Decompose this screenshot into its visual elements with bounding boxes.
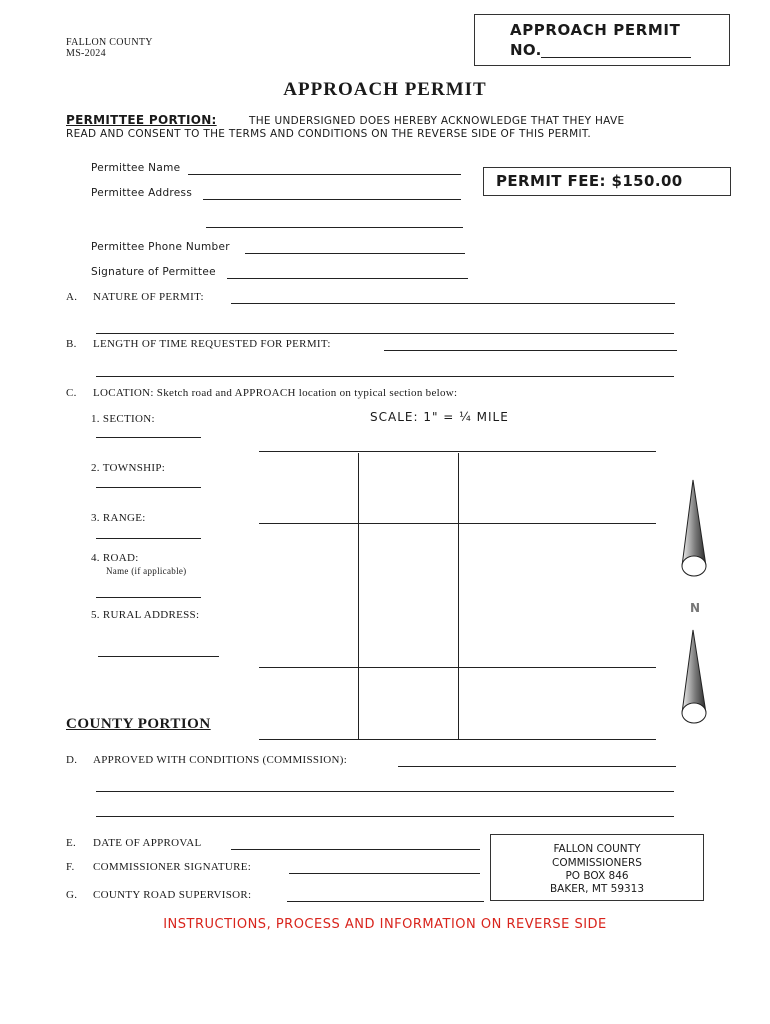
address-line-3: PO BOX 846 [565, 870, 629, 882]
permittee-name-label: Permittee Name [91, 162, 181, 174]
conditions-field[interactable] [398, 766, 676, 767]
section-field[interactable] [96, 437, 201, 438]
permit-number-box [474, 14, 730, 66]
section-a-label: NATURE OF PERMIT: [93, 291, 204, 303]
address-line-4: BAKER, MT 59313 [549, 883, 645, 895]
section-g-label: COUNTY ROAD SUPERVISOR: [93, 889, 252, 901]
permittee-phone-label: Permittee Phone Number [91, 241, 230, 253]
section-a-letter: A. [66, 291, 78, 303]
township-label: 2. TOWNSHIP: [91, 462, 166, 474]
north-label: N [690, 601, 701, 615]
permittee-phone-field[interactable] [245, 253, 465, 254]
road-supervisor-field[interactable] [287, 901, 484, 902]
conditions-field-3[interactable] [96, 816, 674, 817]
grid-line-v2 [458, 453, 459, 740]
address-line-1: FALLON COUNTY [553, 843, 641, 855]
footer-instructions: INSTRUCTIONS, PROCESS AND INFORMATION ON REVERSE SIDE [163, 917, 607, 932]
section-d-letter: D. [66, 754, 78, 766]
form-code: MS-2024 [66, 48, 106, 59]
grid-line-h1 [259, 451, 656, 452]
section-b-label: LENGTH OF TIME REQUESTED FOR PERMIT: [93, 338, 331, 350]
permit-fee: PERMIT FEE: $150.00 [496, 172, 683, 190]
rural-address-field[interactable] [98, 656, 219, 657]
conditions-field-2[interactable] [96, 791, 674, 792]
page-title: APPROACH PERMIT [283, 79, 487, 100]
county-address-box [490, 834, 704, 901]
road-field[interactable] [96, 597, 201, 598]
section-d-label: APPROVED WITH CONDITIONS (COMMISSION): [93, 754, 348, 766]
road-note: Name (if applicable) [106, 566, 187, 576]
nature-of-permit-field-2[interactable] [96, 333, 674, 334]
section-f-label: COMMISSIONER SIGNATURE: [93, 861, 252, 873]
section-c-letter: C. [66, 387, 77, 399]
permit-box-no-label: NO. [510, 41, 542, 59]
section-f-letter: F. [66, 861, 75, 873]
nature-of-permit-field[interactable] [231, 303, 675, 304]
rural-address-label: 5. RURAL ADDRESS: [91, 609, 200, 621]
permittee-address-field-2[interactable] [206, 227, 463, 228]
length-of-time-field[interactable] [384, 350, 677, 351]
range-field[interactable] [96, 538, 201, 539]
range-label: 3. RANGE: [91, 512, 146, 524]
permittee-statement-a: THE UNDERSIGNED DOES HEREBY ACKNOWLEDGE THAT THEY HAVE [249, 115, 625, 127]
road-label: 4. ROAD: [91, 552, 139, 564]
section-c-label: LOCATION: Sketch road and APPROACH location on typical section below: [93, 387, 458, 399]
commissioner-signature-field[interactable] [289, 873, 480, 874]
permit-number-field[interactable] [541, 57, 691, 58]
section-item-label: 1. SECTION: [91, 413, 155, 425]
permittee-statement-b: READ AND CONSENT TO THE TERMS AND CONDITIONS ON THE REVERSE SIDE OF THIS PERMIT. [66, 128, 591, 140]
scale-label: SCALE: 1" = ¼ MILE [370, 410, 509, 424]
length-of-time-field-2[interactable] [96, 376, 674, 377]
permittee-address-field[interactable] [203, 199, 461, 200]
section-g-letter: G. [66, 889, 78, 901]
section-e-label: DATE OF APPROVAL [93, 837, 202, 849]
permittee-address-label: Permittee Address [91, 187, 193, 199]
township-field[interactable] [96, 487, 201, 488]
permit-box-title: APPROACH PERMIT [510, 21, 681, 39]
permittee-signature-field[interactable] [227, 278, 468, 279]
address-line-2: COMMISSIONERS [552, 857, 642, 869]
permittee-heading: PERMITTEE PORTION: [66, 113, 217, 127]
permit-fee-box [483, 167, 731, 196]
date-of-approval-field[interactable] [231, 849, 480, 850]
county-name: FALLON COUNTY [66, 37, 153, 48]
county-heading: COUNTY PORTION [66, 716, 211, 732]
section-b-letter: B. [66, 338, 77, 350]
grid-line-v1 [358, 453, 359, 740]
section-e-letter: E. [66, 837, 77, 849]
permittee-signature-label: Signature of Permittee [91, 266, 216, 278]
permittee-name-field[interactable] [188, 174, 461, 175]
